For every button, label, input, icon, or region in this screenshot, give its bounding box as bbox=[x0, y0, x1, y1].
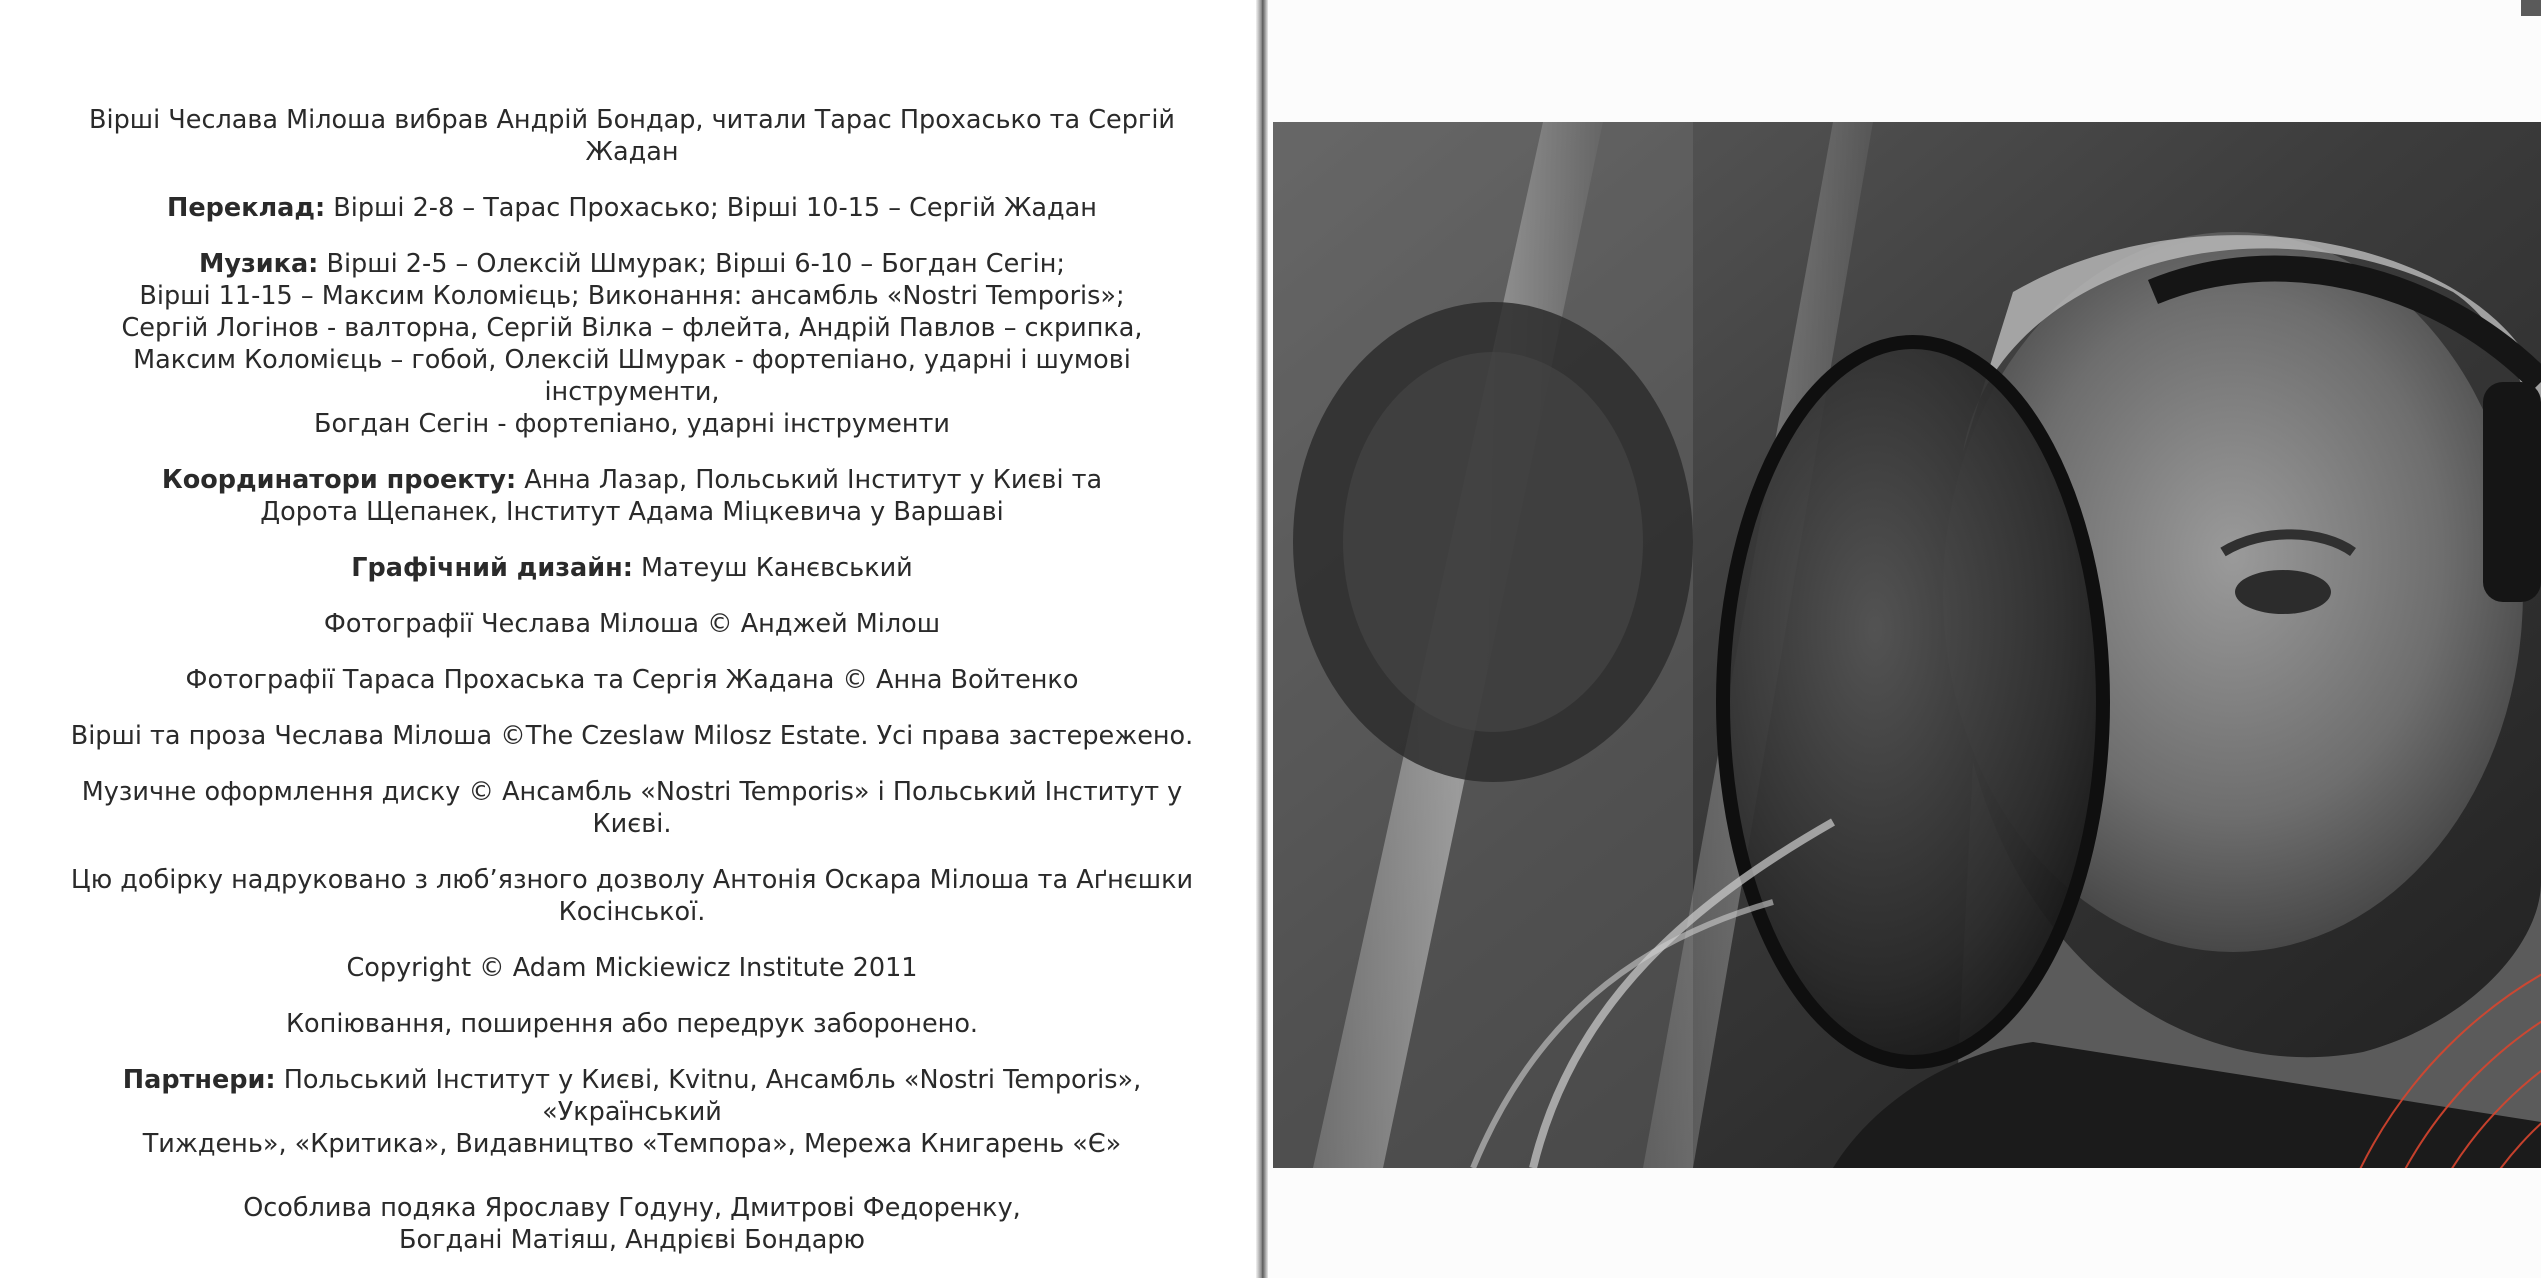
partners-label: Партнери: bbox=[122, 1065, 276, 1095]
coordinators-line-2: Дорота Щепанек, Інститут Адама Міцкевича у Варшаві bbox=[260, 497, 1004, 527]
photos-readers-credit: Фотографії Тараса Прохаська та Сергія Жадана © Анна Войтенко bbox=[185, 665, 1079, 695]
music-line-1 bbox=[62, 248, 1202, 280]
translation-text: Вірші 2-8 – Тарас Прохасько; Вірші 10-15 – Сергій Жадан bbox=[325, 193, 1097, 223]
partners-line-2: Тиждень», «Критика», Видавництво «Темпора», Мережа Книгарень «Є» bbox=[142, 1129, 1122, 1159]
book-gutter bbox=[1256, 0, 1268, 1278]
partners-line-1-text: Польський Інститут у Києві, Kvitnu, Ансамбль «Nostri Temporis», «Український bbox=[275, 1065, 1142, 1127]
thanks-credit bbox=[62, 1192, 1202, 1256]
music-line-3: Сергій Логінов - валторна, Сергій Вілка – флейта, Андрій Павлов – скрипка, bbox=[121, 313, 1143, 343]
music-label: Музика: bbox=[198, 249, 319, 279]
permission-line-1: Цю добірку надруковано з люб’язного дозволу Антонія Оскара Мілоша та Аґнєшки bbox=[70, 865, 1194, 895]
credits-music bbox=[62, 248, 1202, 440]
thanks-line-2: Богдані Матіяш, Андрієві Бондарю bbox=[399, 1225, 865, 1255]
music-line-5: Богдан Сегін - фортепіано, ударні інструменти bbox=[314, 409, 950, 439]
copyright-notice: Copyright © Adam Mickiewicz Institute 2011 bbox=[346, 953, 918, 983]
credits-block bbox=[62, 104, 1202, 1256]
credits-page bbox=[0, 0, 1262, 1278]
design-label: Графічний дизайн: bbox=[351, 553, 633, 583]
credits-translation bbox=[62, 192, 1202, 224]
credits-coordinators bbox=[62, 464, 1202, 528]
photos-milosz-credit: Фотографії Чеслава Мілоша © Анджей Мілош bbox=[323, 609, 941, 639]
music-line-1-text: Вірші 2-5 – Олексій Шмурак; Вірші 6-10 – Богдан Сегін; bbox=[318, 249, 1066, 279]
reader-studio-photo bbox=[1273, 122, 2541, 1168]
thanks-line-1: Особлива подяка Ярославу Годуну, Дмитрові Федоренку, bbox=[243, 1193, 1021, 1223]
permission-credit bbox=[62, 864, 1202, 928]
design-text: Матеуш Канєвський bbox=[632, 553, 913, 583]
studio-photo-illustration bbox=[1273, 122, 2541, 1168]
permission-line-2: Косінської. bbox=[558, 897, 706, 927]
music-design-credit: Музичне оформлення диску © Ансамбль «Nostri Temporis» і Польський Інститут у Києві. bbox=[81, 777, 1183, 839]
estate-credit: Вірші та проза Чеслава Мілоша ©The Czeslaw Milosz Estate. Усі права застережено. bbox=[70, 721, 1194, 751]
coordinators-line-1-text: Анна Лазар, Польський Інститут у Києві та bbox=[516, 465, 1103, 495]
translation-label: Переклад: bbox=[167, 193, 326, 223]
partners-credit bbox=[62, 1064, 1202, 1160]
coordinators-line-1 bbox=[62, 464, 1202, 496]
credits-design bbox=[62, 552, 1202, 584]
partners-line-1 bbox=[62, 1064, 1202, 1128]
music-line-2: Вірші 11-15 – Максим Коломієць; Виконання: ансамбль «Nostri Temporis»; bbox=[139, 281, 1125, 311]
prohibited-notice: Копіювання, поширення або передрук заборонено. bbox=[285, 1009, 979, 1039]
credits-intro: Вірші Чеслава Мілоша вибрав Андрій Бондар, читали Тарас Прохасько та Сергій Жадан bbox=[88, 105, 1175, 167]
music-line-4: Максим Коломієць – гобой, Олексій Шмурак - фортепіано, ударні і шумові інструменти, bbox=[133, 345, 1131, 407]
coordinators-label: Координатори проекту: bbox=[161, 465, 517, 495]
page-corner-mark bbox=[2521, 0, 2541, 16]
